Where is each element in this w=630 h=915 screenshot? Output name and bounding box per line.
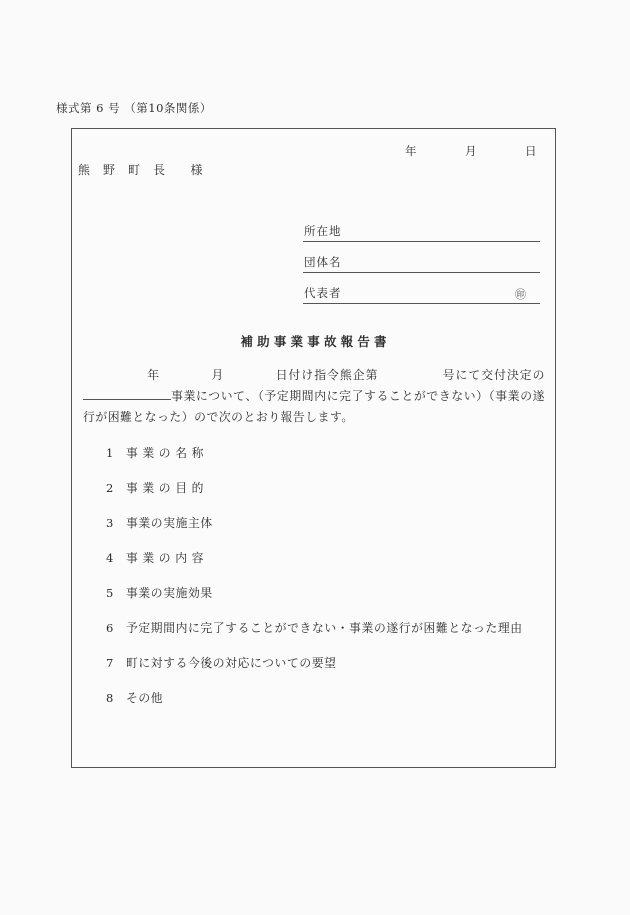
list-item	[106, 549, 545, 584]
list-item	[106, 584, 545, 619]
body-segment-2: 事業について、（予定期間内に完了することができない）（事業の遂行が困難となった）ので次のとおり報告します。	[83, 389, 545, 424]
list-item-number: 5	[106, 586, 114, 600]
document-frame	[71, 128, 556, 768]
list-item-number: 7	[106, 656, 114, 670]
field-row-organization[interactable]	[303, 242, 540, 273]
list-item-number: 8	[106, 691, 114, 705]
list-item	[106, 444, 545, 479]
list-item-label: 事業の目的	[126, 481, 208, 495]
date-line: 年 月 日	[405, 144, 537, 158]
form-number-caption: 様式第 6 号 （第10条関係）	[56, 101, 212, 115]
list-item-number: 3	[106, 516, 114, 530]
list-item	[106, 619, 545, 654]
field-label-address: 所在地	[304, 224, 342, 238]
list-item	[106, 689, 545, 724]
list-item-number: 6	[106, 621, 114, 635]
list-item-label: 事業の名称	[126, 446, 208, 460]
body-segment-1: 年 月 日付け指令熊企第 号にて交付決定の	[83, 368, 545, 382]
list-item-label: 予定期間内に完了することができない・事業の遂行が困難となった理由	[126, 621, 523, 635]
field-row-representative[interactable]	[303, 273, 540, 304]
field-row-address[interactable]	[303, 211, 540, 242]
list-item-label: 事業の実施効果	[126, 586, 213, 600]
report-item-list	[106, 444, 545, 724]
list-item-label: 事業の実施主体	[126, 516, 213, 530]
blank-underline-tail[interactable]	[83, 399, 155, 400]
applicant-fields	[303, 211, 540, 304]
list-item	[106, 514, 545, 549]
document-title: 補助事業事故報告書	[240, 334, 391, 349]
field-label-organization: 団体名	[304, 255, 342, 269]
list-item-number: 4	[106, 551, 114, 565]
list-item-label: その他	[126, 691, 164, 705]
addressee-line: 熊 野 町 長 様	[78, 163, 204, 177]
list-item-label: 町に対する今後の対応についての要望	[126, 656, 337, 670]
field-label-representative: 代表者	[304, 286, 342, 300]
list-item-number: 2	[106, 481, 114, 495]
list-item	[106, 654, 545, 689]
body-paragraph	[83, 365, 545, 428]
list-item-label: 事業の内容	[126, 551, 208, 565]
list-item	[106, 479, 545, 514]
seal-stamp-icon: ㊞	[515, 288, 526, 301]
blank-underline-head[interactable]	[155, 399, 171, 400]
list-item-number: 1	[106, 446, 114, 460]
